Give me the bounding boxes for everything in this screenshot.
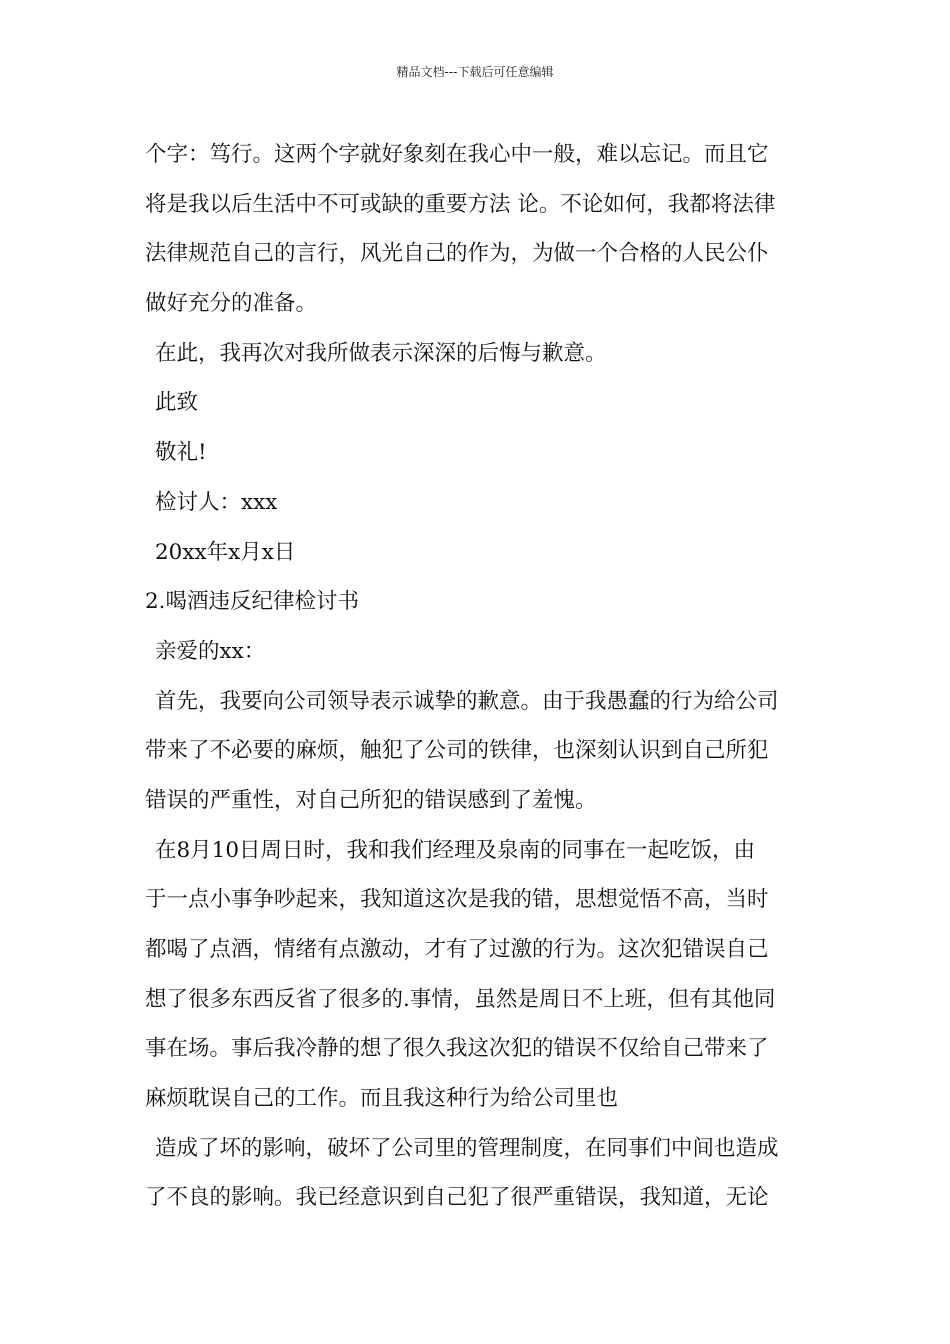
paragraph-line: 事在场。事后我冷静的想了很久我这次犯的错误不仅给自己带来了 [145,1036,769,1062]
paragraph-line: 在此，我再次对我所做表示深深的后悔与歉意。 [155,340,607,366]
paragraph-line: 将是我以后生活中不可或缺的重要方法 论。不论如何，我都将法律 [145,191,776,217]
paragraph-line: 带来了不必要的麻烦，触犯了公司的铁律，也深刻认识到自己所犯 [145,738,769,764]
greeting-line: 亲爱的xx： [155,638,266,664]
paragraph-line: 了不良的影响。我已经意识到自己犯了很严重错误，我知道，无论 [145,1185,769,1211]
paragraph-line: 法律规范自己的言行，风光自己的作为，为做一个合格的人民公仆 [145,241,769,267]
section-title: 2.喝酒违反纪律检讨书 [145,589,360,615]
paragraph-line: 在8月10日周日时，我和我们经理及泉南的同事在一起吃饭，由 [155,837,756,863]
paragraph-line: 错误的严重性，对自己所犯的错误感到了羞愧。 [145,787,597,813]
paragraph-line: 做好充分的准备。 [145,291,318,317]
paragraph-line: 于一点小事争吵起来，我知道这次是我的错，思想觉悟不高，当时 [145,887,769,913]
closing-salutation: 此致 [155,390,199,416]
paragraph-line: 造成了坏的影响，破坏了公司里的管理制度，在同事们中间也造成 [155,1135,779,1161]
signature-line: 检讨人：xxx [155,489,278,515]
document-header: 精品文档---下载后可任意编辑 [396,65,554,79]
paragraph-line: 个字：笃行。这两个字就好象刻在我心中一般，难以忘记。而且它 [145,142,769,167]
paragraph-line: 首先，我要向公司领导表示诚挚的歉意。由于我愚蠢的行为给公司 [155,688,779,714]
document-body [145,130,810,1223]
paragraph-line: 麻烦耽误自己的工作。而且我这种行为给公司里也 [145,1086,619,1112]
date-line: 20xx年x月x日 [155,539,296,565]
paragraph-line: 想了很多东西反省了很多的.事情，虽然是周日不上班，但有其他同 [145,986,776,1012]
paragraph-line: 都喝了点酒，情绪有点激动，才有了过激的行为。这次犯错误自己 [145,937,769,962]
closing-salutation: 敬礼! [155,440,207,466]
